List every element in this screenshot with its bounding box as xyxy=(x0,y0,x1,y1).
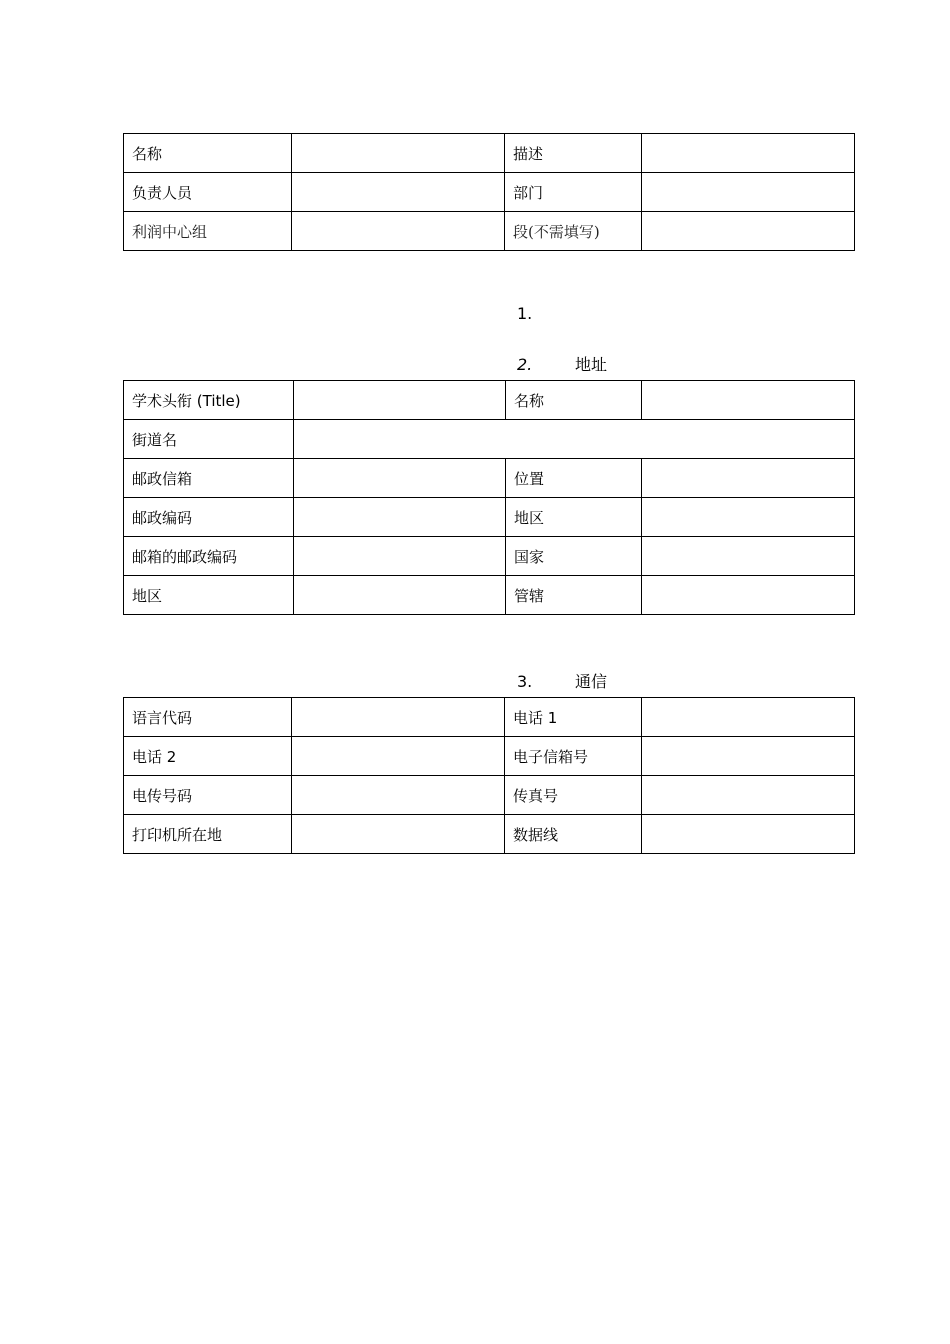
section-3-number: 3. xyxy=(517,672,533,691)
label-email: 电子信箱号 xyxy=(505,737,642,776)
label-department: 部门 xyxy=(505,173,642,212)
general-info-table xyxy=(123,133,855,251)
label-language-code: 语言代码 xyxy=(124,698,292,737)
country-field[interactable] xyxy=(642,537,855,576)
district-field[interactable] xyxy=(642,498,855,537)
printer-location-field[interactable] xyxy=(292,815,505,854)
table-row xyxy=(124,212,855,251)
table-row xyxy=(124,134,855,173)
section-2-title: 地址 xyxy=(575,355,608,374)
table-row xyxy=(124,173,855,212)
label-fax: 传真号 xyxy=(505,776,642,815)
label-address-name: 名称 xyxy=(506,381,642,420)
data-line-field[interactable] xyxy=(642,815,855,854)
description-field[interactable] xyxy=(642,134,855,173)
label-jurisdiction: 管辖 xyxy=(506,576,642,615)
po-box-field[interactable] xyxy=(294,459,506,498)
label-phone-2: 电话 2 xyxy=(124,737,292,776)
postal-code-field[interactable] xyxy=(294,498,506,537)
table-row xyxy=(124,776,855,815)
phone-2-field[interactable] xyxy=(292,737,505,776)
section-3-title: 通信 xyxy=(575,672,608,691)
address-table xyxy=(123,380,855,615)
street-field[interactable] xyxy=(294,420,855,459)
label-printer-location: 打印机所在地 xyxy=(124,815,292,854)
section-2-number: 2. xyxy=(517,355,533,374)
fax-field[interactable] xyxy=(642,776,855,815)
label-segment: 段(不需填写) xyxy=(505,212,642,251)
jurisdiction-field[interactable] xyxy=(642,576,855,615)
section-1-heading xyxy=(517,304,575,323)
table-row xyxy=(124,576,855,615)
label-title: 学术头衔 (Title) xyxy=(124,381,294,420)
label-street: 街道名 xyxy=(124,420,294,459)
email-field[interactable] xyxy=(642,737,855,776)
table-row xyxy=(124,815,855,854)
label-postal-code: 邮政编码 xyxy=(124,498,294,537)
region-field[interactable] xyxy=(294,576,506,615)
label-description: 描述 xyxy=(505,134,642,173)
label-district: 地区 xyxy=(506,498,642,537)
table-row xyxy=(124,498,855,537)
label-person-responsible: 负责人员 xyxy=(124,173,292,212)
table-row xyxy=(124,737,855,776)
po-box-postal-code-field[interactable] xyxy=(294,537,506,576)
label-location: 位置 xyxy=(506,459,642,498)
person-responsible-field[interactable] xyxy=(292,173,505,212)
section-2-heading xyxy=(517,352,607,375)
section-1-number: 1. xyxy=(517,304,533,323)
label-region: 地区 xyxy=(124,576,294,615)
profit-center-group-field[interactable] xyxy=(292,212,505,251)
section-3-heading xyxy=(517,669,607,692)
table-row xyxy=(124,420,855,459)
telex-field[interactable] xyxy=(292,776,505,815)
table-row xyxy=(124,698,855,737)
title-field[interactable] xyxy=(294,381,506,420)
communication-table xyxy=(123,697,855,854)
table-row xyxy=(124,459,855,498)
department-field[interactable] xyxy=(642,173,855,212)
label-country: 国家 xyxy=(506,537,642,576)
location-field[interactable] xyxy=(642,459,855,498)
phone-1-field[interactable] xyxy=(642,698,855,737)
label-phone-1: 电话 1 xyxy=(505,698,642,737)
address-name-field[interactable] xyxy=(642,381,855,420)
language-code-field[interactable] xyxy=(292,698,505,737)
segment-field[interactable] xyxy=(642,212,855,251)
label-po-box-postal-code: 邮箱的邮政编码 xyxy=(124,537,294,576)
label-name: 名称 xyxy=(124,134,292,173)
label-profit-center-group: 利润中心组 xyxy=(124,212,292,251)
table-row xyxy=(124,537,855,576)
label-data-line: 数据线 xyxy=(505,815,642,854)
table-row xyxy=(124,381,855,420)
name-field[interactable] xyxy=(292,134,505,173)
label-po-box: 邮政信箱 xyxy=(124,459,294,498)
label-telex: 电传号码 xyxy=(124,776,292,815)
